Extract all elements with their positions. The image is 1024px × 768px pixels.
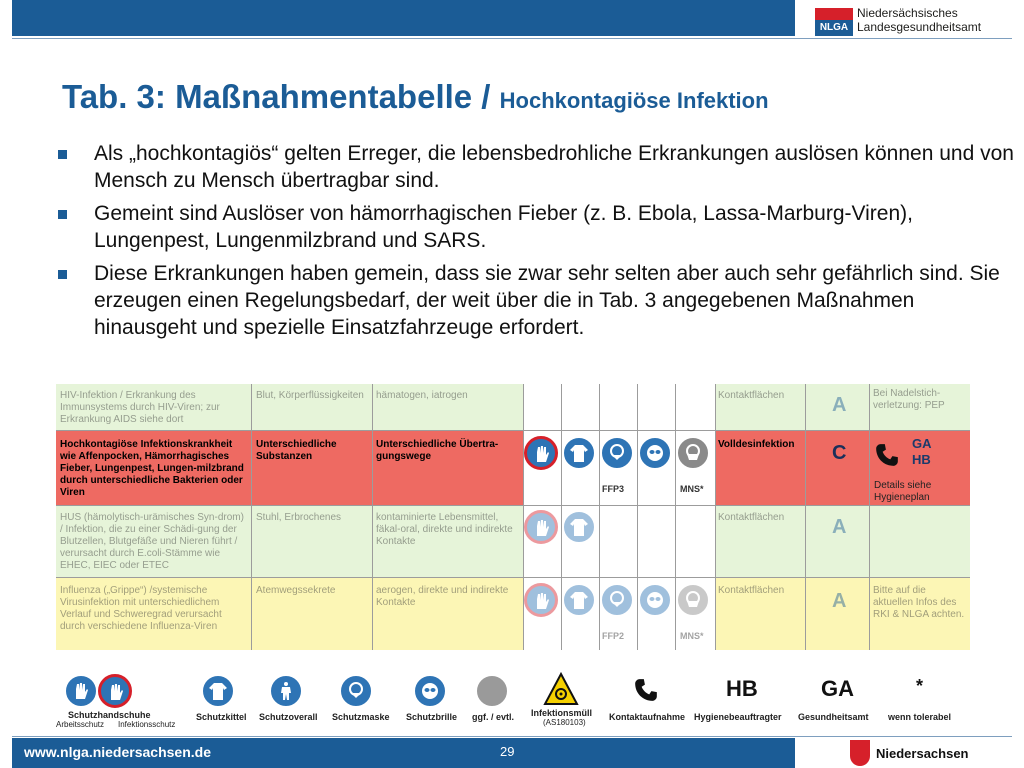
legend-sublabel: Arbeitsschutz: [56, 720, 105, 729]
bullet-square-icon: [58, 210, 67, 219]
cell-disinfection: Volldesinfektion: [718, 439, 795, 450]
nlga-name: Niedersächsisches Landesgesundheitsamt: [857, 6, 982, 34]
measures-table: [56, 384, 970, 650]
shield-icon: [850, 740, 870, 766]
hb-symbol: HB: [726, 676, 758, 701]
cell-grade: A: [832, 394, 847, 416]
cell-material: Atemwegssekrete: [256, 585, 336, 596]
legend-label: Schutzkittel: [196, 712, 247, 722]
mns-label: MNS*: [680, 484, 704, 494]
bullet-square-icon: [58, 270, 67, 279]
nlga-logo-box: [815, 8, 853, 36]
bullet-list: [56, 140, 1016, 347]
cell-remark: Details siehe Hygieneplan: [874, 480, 932, 503]
mask-icon: [600, 583, 634, 617]
legend-label: Schutzbrille: [406, 712, 458, 722]
contact-ga: GA: [912, 436, 932, 451]
mns-mask-icon: [676, 583, 710, 617]
nlga-logo-text: NLGA: [819, 22, 849, 33]
cell-disease: HIV-Infektion / Erkrankung des Immunsystems durch HIV-Viren; zur Erkrankung AIDS siehe dort: [60, 390, 220, 425]
contact-hb: HB: [912, 452, 931, 467]
cell-transmission: Unterschiedliche Übertra-gungswege: [376, 439, 499, 462]
ffp-label: FFP3: [602, 484, 625, 494]
goggles-icon: [638, 583, 672, 617]
legend-label: Hygienebeauftragter: [694, 712, 782, 722]
legend-label: ggf. / evtl.: [472, 712, 515, 722]
cell-remark: Bitte auf die aktuellen Infos des RKI & NLGA achten.: [873, 585, 965, 620]
optional-icon: [475, 674, 509, 708]
bullet-item: Gemeint sind Auslöser von hämorrhagischen Fieber (z. B. Ebola, Lassa-Marburg-Viren), Lungenpest, Lungenmilzbrand und SARS.: [56, 200, 1016, 254]
mask-icon: [600, 436, 634, 470]
slide-title-main: Tab. 3: Maßnahmentabelle /: [62, 78, 500, 115]
bullet-item: Diese Erkrankungen haben gemein, dass sie zwar sehr selten aber auch sehr gefährlich sind. Sie erzeugen einen Regelungsbedarf, der weit über die in Tab. 3 angegebenen Maßnahmen hinausgeht und spezielle Einsatzfahrzeuge erfordert.: [56, 260, 1016, 341]
gloves-icon: [64, 674, 98, 708]
mns-label: MNS*: [680, 631, 704, 641]
cell-transmission: hämatogen, iatrogen: [376, 390, 468, 401]
phone-icon: [633, 676, 659, 704]
cell-disinfection: Kontaktflächen: [718, 512, 785, 523]
biohazard-icon: [543, 672, 579, 706]
slide-title-sub: Hochkontagiöse Infektion: [499, 88, 769, 113]
top-band: [12, 0, 795, 36]
gloves-icon: [524, 436, 558, 470]
legend-label: wenn tolerabel: [888, 712, 952, 722]
cell-material: Unterschiedliche Substanzen: [256, 439, 337, 462]
goggles-icon: [413, 674, 447, 708]
page-number: 29: [500, 744, 515, 759]
divider: [12, 736, 1012, 737]
cell-grade: C: [832, 442, 847, 464]
cell-disease: HUS (hämolytisch-urämisches Syn-drom) / Infektion, die zu einer Schädi-gung der Blutzellen, Blutgefäße und Nieren führt / verursacht durch E.coli-Stämme wie EHEC, EIEC oder ETEC: [60, 512, 244, 571]
legend-label: Kontaktaufnahme: [609, 712, 686, 722]
footer-url[interactable]: www.nlga.niedersachsen.de: [24, 744, 211, 760]
legend-sublabel: (AS180103): [543, 718, 586, 727]
gown-icon: [562, 510, 596, 544]
ffp-label: FFP2: [602, 631, 625, 641]
mask-icon: [339, 674, 373, 708]
gown-icon: [562, 583, 596, 617]
cell-grade: A: [832, 516, 847, 538]
cell-disease: Influenza („Grippe“) /systemische Virusinfektion mit unterschiedlichem Verlauf und Schweregrad verursacht durch verschiedene Influenza-Viren: [60, 585, 222, 632]
cell-remark: Bei Nadelstich-verletzung: PEP: [873, 388, 945, 411]
gloves-icon: [524, 510, 558, 544]
phone-icon: [874, 442, 900, 468]
overall-icon: [269, 674, 303, 708]
bullet-item: Als „hochkontagiös“ gelten Erreger, die lebensbedrohliche Erkrankungen auslösen können und von Mensch zu Mensch übertragbar sind.: [56, 140, 1016, 194]
slide-title: [62, 78, 962, 116]
gloves-icon: [524, 583, 558, 617]
icon-legend: [56, 672, 970, 732]
asterisk-symbol: *: [916, 676, 924, 696]
ga-symbol: GA: [821, 676, 854, 701]
cell-disinfection: Kontaktflächen: [718, 585, 785, 596]
goggles-icon: [638, 436, 672, 470]
cell-material: Stuhl, Erbrochenes: [256, 512, 342, 523]
legend-label: Gesundheitsamt: [798, 712, 869, 722]
gown-icon: [562, 436, 596, 470]
cell-material: Blut, Körperflüssigkeiten: [256, 390, 364, 401]
mns-mask-icon: [676, 436, 710, 470]
gloves-infection-icon: [98, 674, 132, 708]
cell-grade: A: [832, 590, 847, 612]
cell-transmission: aerogen, direkte und indirekte Kontakte: [376, 585, 509, 608]
niedersachsen-label: Niedersachsen: [876, 746, 969, 761]
cell-disease: Hochkontagiöse Infektionskrankheit wie Affenpocken, Hämorrhagisches Fieber, Lungenpest, Lungen-milzbrand durch unterschiedliche Bakterien oder Viren: [60, 439, 244, 498]
nlga-logo: [815, 6, 1015, 38]
divider: [12, 38, 1012, 39]
bullet-square-icon: [58, 150, 67, 159]
gown-icon: [201, 674, 235, 708]
cell-disinfection: Kontaktflächen: [718, 390, 785, 401]
legend-sublabel: Infektionsschutz: [118, 720, 176, 729]
legend-label: Schutzhandschuhe: [68, 710, 151, 720]
legend-label: Schutzmaske: [332, 712, 390, 722]
cell-transmission: kontaminierte Lebensmittel, fäkal-oral, direkte und indirekte Kontakte: [376, 512, 513, 547]
legend-label: Infektionsmüll: [531, 708, 593, 718]
niedersachsen-logo: [850, 740, 990, 766]
legend-label: Schutzoverall: [259, 712, 318, 722]
